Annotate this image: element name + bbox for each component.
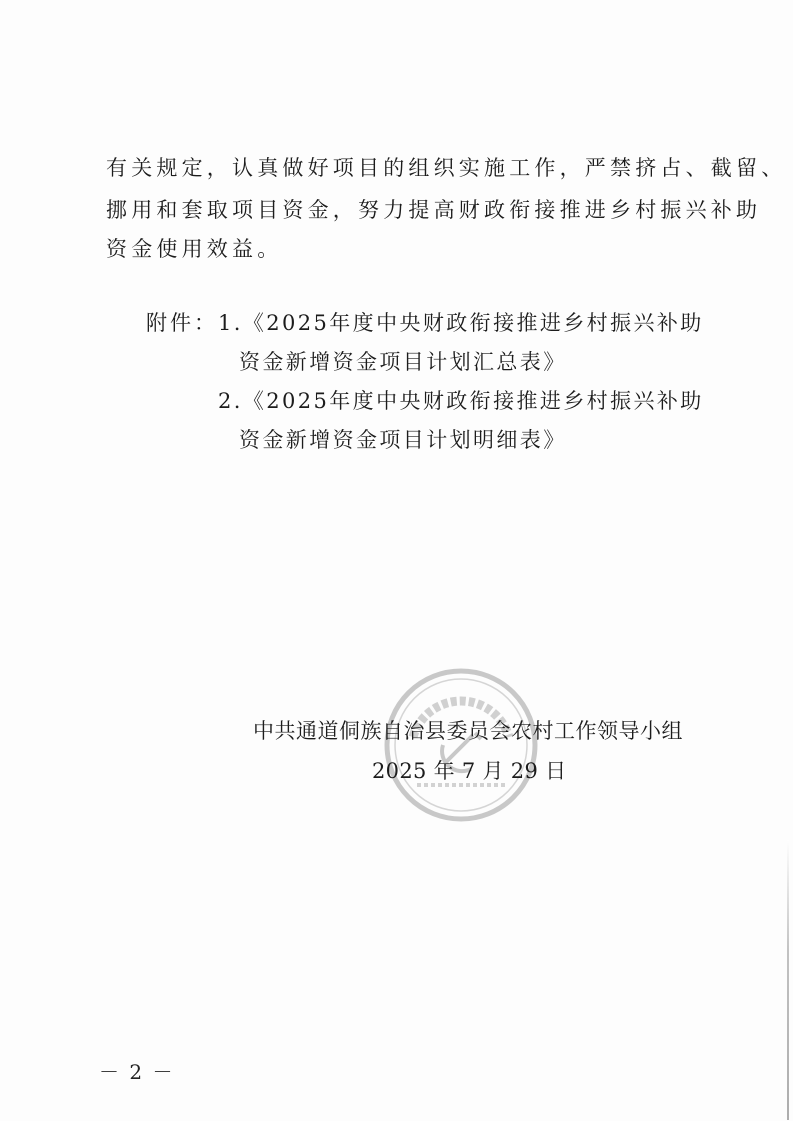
body-line: 有关规定，认真做好项目的组织实施工作，严禁挤占、截留、 [106,156,787,180]
attachments-label: 附件： [146,311,218,335]
attachment-1-title-line2: 资金新增资金项目计划汇总表》 [239,350,567,374]
attachment-1-title-line1: 1.《2025年度中央财政衔接推进乡村振兴补助 [218,311,704,335]
issuing-organization: 中共通道侗族自治县委员会农村工作领导小组 [253,719,683,743]
attachment-2-title-line2: 资金新增资金项目计划明细表》 [239,428,567,452]
scan-edge-shadow [787,840,789,1120]
party-seal-icon [383,667,539,823]
body-line: 挪用和套取项目资金，努力提高财政衔接推进乡村振兴补助 [106,198,762,222]
page-number: － 2 － [99,1060,175,1084]
body-line: 资金使用效益。 [106,237,283,261]
issue-date: 2025 年 7 月 29 日 [372,759,567,783]
attachment-2-title-line1: 2.《2025年度中央财政衔接推进乡村振兴补助 [218,389,704,413]
